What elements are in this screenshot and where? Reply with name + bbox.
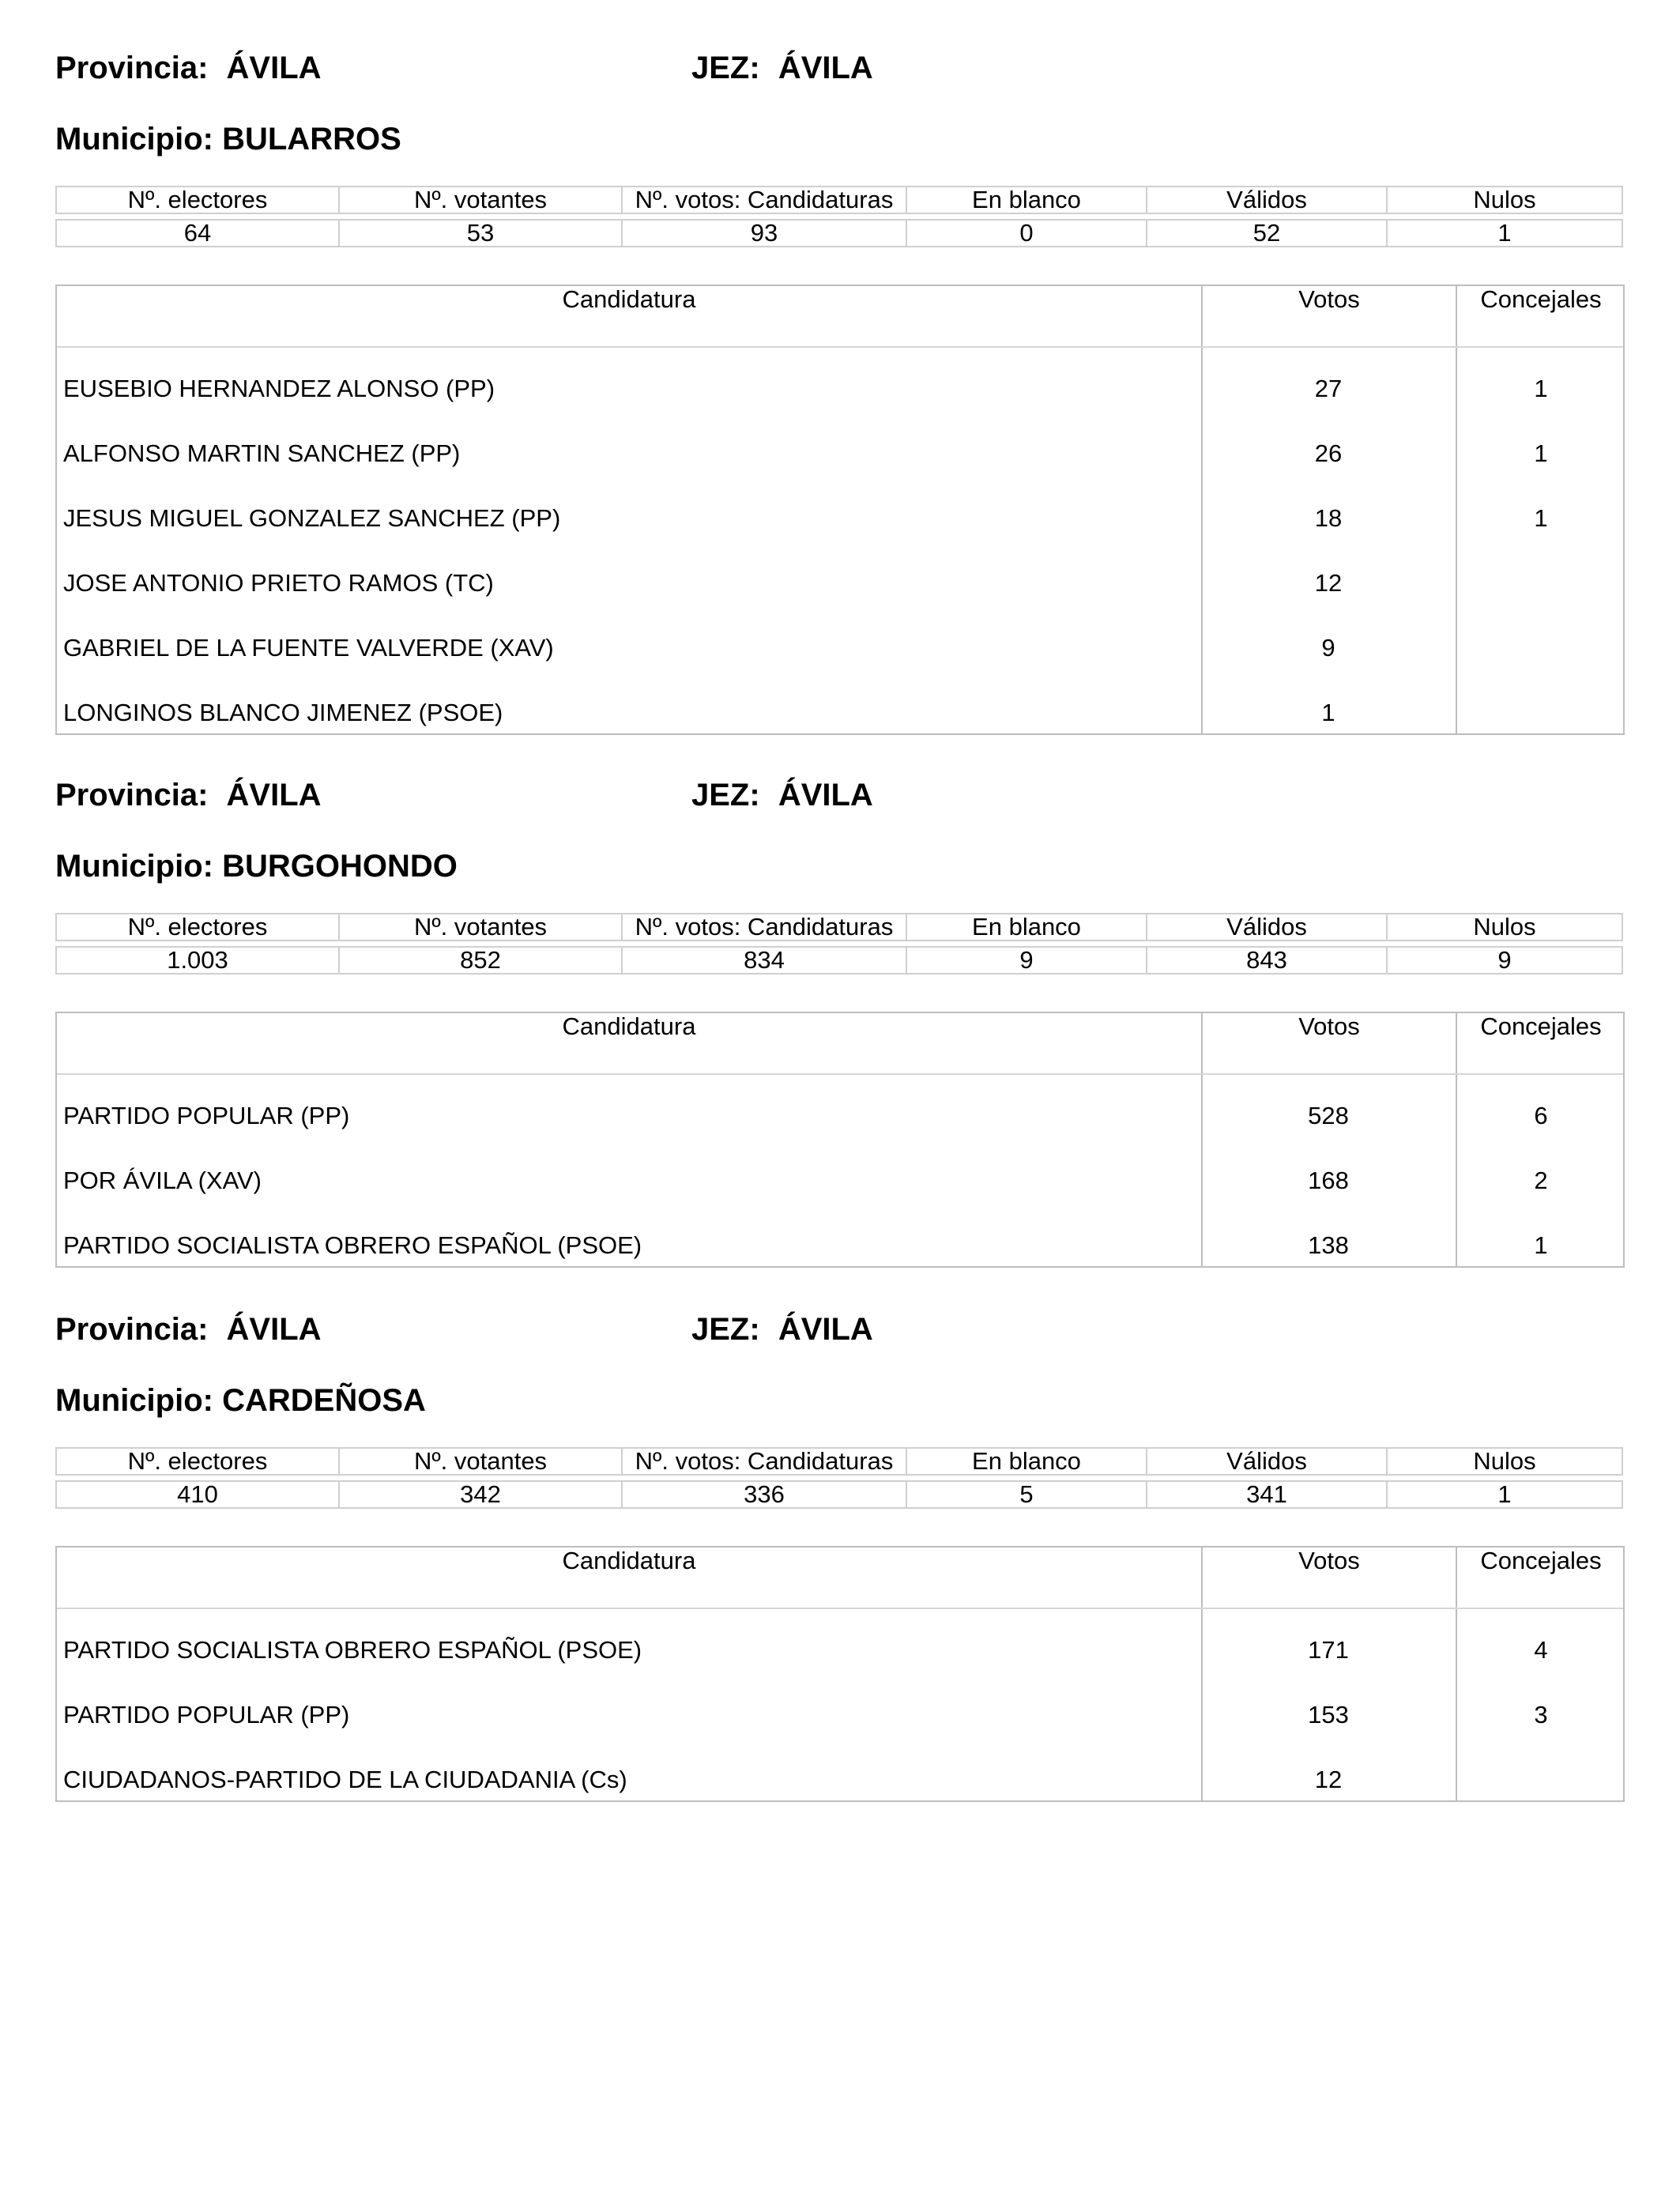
stats-value-cell: 852 xyxy=(338,946,623,974)
municipio-value: BURGOHONDO xyxy=(222,849,458,884)
candidate-name: PARTIDO POPULAR (PP) xyxy=(63,1701,350,1728)
stats-value-row xyxy=(55,1480,1625,1509)
candidate-name: PARTIDO SOCIALISTA OBRERO ESPAÑOL (PSOE) xyxy=(63,1231,642,1259)
jez-label: JEZ: xyxy=(691,778,760,812)
stats-value-cell: 93 xyxy=(621,219,907,247)
candidate-votes: 138 xyxy=(1308,1231,1349,1259)
stats-value-cell: 1 xyxy=(1386,219,1623,247)
stats-value-cell: 9 xyxy=(1386,946,1623,974)
provincia-line xyxy=(55,776,322,814)
stats-value-cell: 1.003 xyxy=(55,946,340,974)
stats-value-cell: 9 xyxy=(906,946,1147,974)
candidate-name: CIUDADANOS-PARTIDO DE LA CIUDADANIA (Cs) xyxy=(63,1766,627,1793)
candidate-name: ALFONSO MARTIN SANCHEZ (PP) xyxy=(63,439,461,467)
jez-line xyxy=(691,1310,873,1348)
provincia-label: Provincia: xyxy=(55,51,209,85)
stats-value-cell: 1 xyxy=(1386,1480,1623,1509)
municipio-line xyxy=(55,847,458,885)
candidate-row xyxy=(57,1674,1623,1739)
col-header-votos: Votos xyxy=(1298,1547,1360,1574)
jez-line xyxy=(691,776,873,814)
candidate-concejales: 2 xyxy=(1534,1167,1548,1194)
candidate-concejales: 1 xyxy=(1534,1231,1548,1259)
stats-header-cell: Nº. electores xyxy=(55,913,340,941)
candidate-votes: 12 xyxy=(1314,1766,1343,1793)
candidates-table xyxy=(55,1012,1625,1268)
candidates-table xyxy=(55,1546,1625,1802)
candidate-name: PARTIDO POPULAR (PP) xyxy=(63,1102,350,1129)
candidate-name: LONGINOS BLANCO JIMENEZ (PSOE) xyxy=(63,699,503,726)
stats-value-cell: 5 xyxy=(906,1480,1147,1509)
candidate-votes: 12 xyxy=(1314,569,1343,597)
candidate-votes: 528 xyxy=(1308,1102,1349,1129)
candidate-row xyxy=(57,607,1623,672)
candidate-votes: 27 xyxy=(1314,375,1343,402)
candidate-row xyxy=(57,672,1623,737)
candidate-name: PARTIDO SOCIALISTA OBRERO ESPAÑOL (PSOE) xyxy=(63,1636,642,1664)
stats-header-row xyxy=(55,913,1625,941)
stats-header-cell: Válidos xyxy=(1146,913,1388,941)
candidate-votes: 171 xyxy=(1308,1636,1349,1664)
candidate-row xyxy=(57,413,1623,477)
stats-header-cell: Nulos xyxy=(1386,913,1623,941)
stats-header-cell: Nº. votos: Candidaturas xyxy=(621,913,907,941)
col-header-concejales: Concejales xyxy=(1480,1547,1602,1574)
candidate-row xyxy=(57,1609,1623,1674)
stats-header-cell: Nº. electores xyxy=(55,1447,340,1476)
candidate-votes: 9 xyxy=(1321,634,1335,662)
provincia-value: ÁVILA xyxy=(226,778,322,812)
municipio-line xyxy=(55,1382,426,1419)
stats-value-cell: 410 xyxy=(55,1480,340,1509)
stats-value-cell: 341 xyxy=(1146,1480,1388,1509)
candidate-row xyxy=(57,1204,1623,1269)
candidate-name: EUSEBIO HERNANDEZ ALONSO (PP) xyxy=(63,375,495,402)
candidate-name: JESUS MIGUEL GONZALEZ SANCHEZ (PP) xyxy=(63,504,561,532)
summary-stats-table xyxy=(55,186,1625,249)
stats-value-cell: 0 xyxy=(906,219,1147,247)
col-header-candidatura: Candidatura xyxy=(562,1012,696,1040)
jez-value: ÁVILA xyxy=(778,778,873,812)
provincia-value: ÁVILA xyxy=(226,51,322,85)
col-header-concejales: Concejales xyxy=(1480,285,1602,313)
candidate-votes: 18 xyxy=(1314,504,1343,532)
candidate-name: POR ÁVILA (XAV) xyxy=(63,1167,262,1194)
stats-value-cell: 52 xyxy=(1146,219,1388,247)
stats-header-cell: Nulos xyxy=(1386,1447,1623,1476)
municipio-value: CARDEÑOSA xyxy=(222,1383,426,1418)
candidate-row xyxy=(57,477,1623,542)
stats-header-cell: Nº. votos: Candidaturas xyxy=(621,186,907,214)
col-header-concejales: Concejales xyxy=(1480,1012,1602,1040)
stats-header-cell: Nº. votantes xyxy=(338,1447,623,1476)
col-header-candidatura: Candidatura xyxy=(562,285,696,313)
candidate-row xyxy=(57,1140,1623,1204)
stats-header-cell: Nulos xyxy=(1386,186,1623,214)
municipio-value: BULARROS xyxy=(222,122,401,156)
candidate-votes: 1 xyxy=(1321,699,1335,726)
candidate-name: JOSE ANTONIO PRIETO RAMOS (TC) xyxy=(63,569,494,597)
stats-header-cell: En blanco xyxy=(906,913,1147,941)
col-header-votos: Votos xyxy=(1298,1012,1360,1040)
candidate-votes: 153 xyxy=(1308,1701,1349,1728)
municipio-line xyxy=(55,120,401,158)
stats-header-cell: En blanco xyxy=(906,1447,1147,1476)
candidate-row xyxy=(57,1075,1623,1140)
stats-value-row xyxy=(55,219,1625,247)
candidate-votes: 26 xyxy=(1314,439,1343,467)
stats-value-cell: 843 xyxy=(1146,946,1388,974)
stats-value-cell: 64 xyxy=(55,219,340,247)
provincia-value: ÁVILA xyxy=(226,1312,322,1347)
jez-value: ÁVILA xyxy=(778,1312,873,1347)
jez-line xyxy=(691,49,873,87)
stats-value-cell: 336 xyxy=(621,1480,907,1509)
jez-label: JEZ: xyxy=(691,1312,760,1347)
candidate-concejales: 6 xyxy=(1534,1102,1548,1129)
candidate-concejales: 1 xyxy=(1534,439,1548,467)
summary-stats-table xyxy=(55,1447,1625,1510)
stats-header-cell: Nº. electores xyxy=(55,186,340,214)
municipio-label: Municipio: xyxy=(55,122,213,156)
jez-value: ÁVILA xyxy=(778,51,873,85)
candidate-row xyxy=(57,348,1623,413)
stats-value-row xyxy=(55,946,1625,974)
candidates-table xyxy=(55,285,1625,735)
provincia-label: Provincia: xyxy=(55,1312,209,1347)
candidate-row xyxy=(57,542,1623,607)
stats-header-cell: Nº. votantes xyxy=(338,913,623,941)
candidate-name: GABRIEL DE LA FUENTE VALVERDE (XAV) xyxy=(63,634,554,662)
candidate-concejales: 3 xyxy=(1534,1701,1548,1728)
candidate-row xyxy=(57,1739,1623,1804)
stats-header-cell: Nº. votos: Candidaturas xyxy=(621,1447,907,1476)
candidate-votes: 168 xyxy=(1308,1167,1349,1194)
stats-header-cell: En blanco xyxy=(906,186,1147,214)
candidate-concejales: 1 xyxy=(1534,375,1548,402)
provincia-line xyxy=(55,1310,322,1348)
stats-header-row xyxy=(55,186,1625,214)
stats-value-cell: 53 xyxy=(338,219,623,247)
stats-value-cell: 342 xyxy=(338,1480,623,1509)
jez-label: JEZ: xyxy=(691,51,760,85)
municipio-label: Municipio: xyxy=(55,1383,213,1418)
municipio-label: Municipio: xyxy=(55,849,213,884)
provincia-label: Provincia: xyxy=(55,778,209,812)
summary-stats-table xyxy=(55,913,1625,976)
candidate-concejales: 4 xyxy=(1534,1636,1548,1664)
candidate-concejales: 1 xyxy=(1534,504,1548,532)
col-header-votos: Votos xyxy=(1298,285,1360,313)
stats-header-cell: Válidos xyxy=(1146,1447,1388,1476)
stats-header-row xyxy=(55,1447,1625,1476)
stats-header-cell: Válidos xyxy=(1146,186,1388,214)
provincia-line xyxy=(55,49,322,87)
col-header-candidatura: Candidatura xyxy=(562,1547,696,1574)
stats-header-cell: Nº. votantes xyxy=(338,186,623,214)
stats-value-cell: 834 xyxy=(621,946,907,974)
